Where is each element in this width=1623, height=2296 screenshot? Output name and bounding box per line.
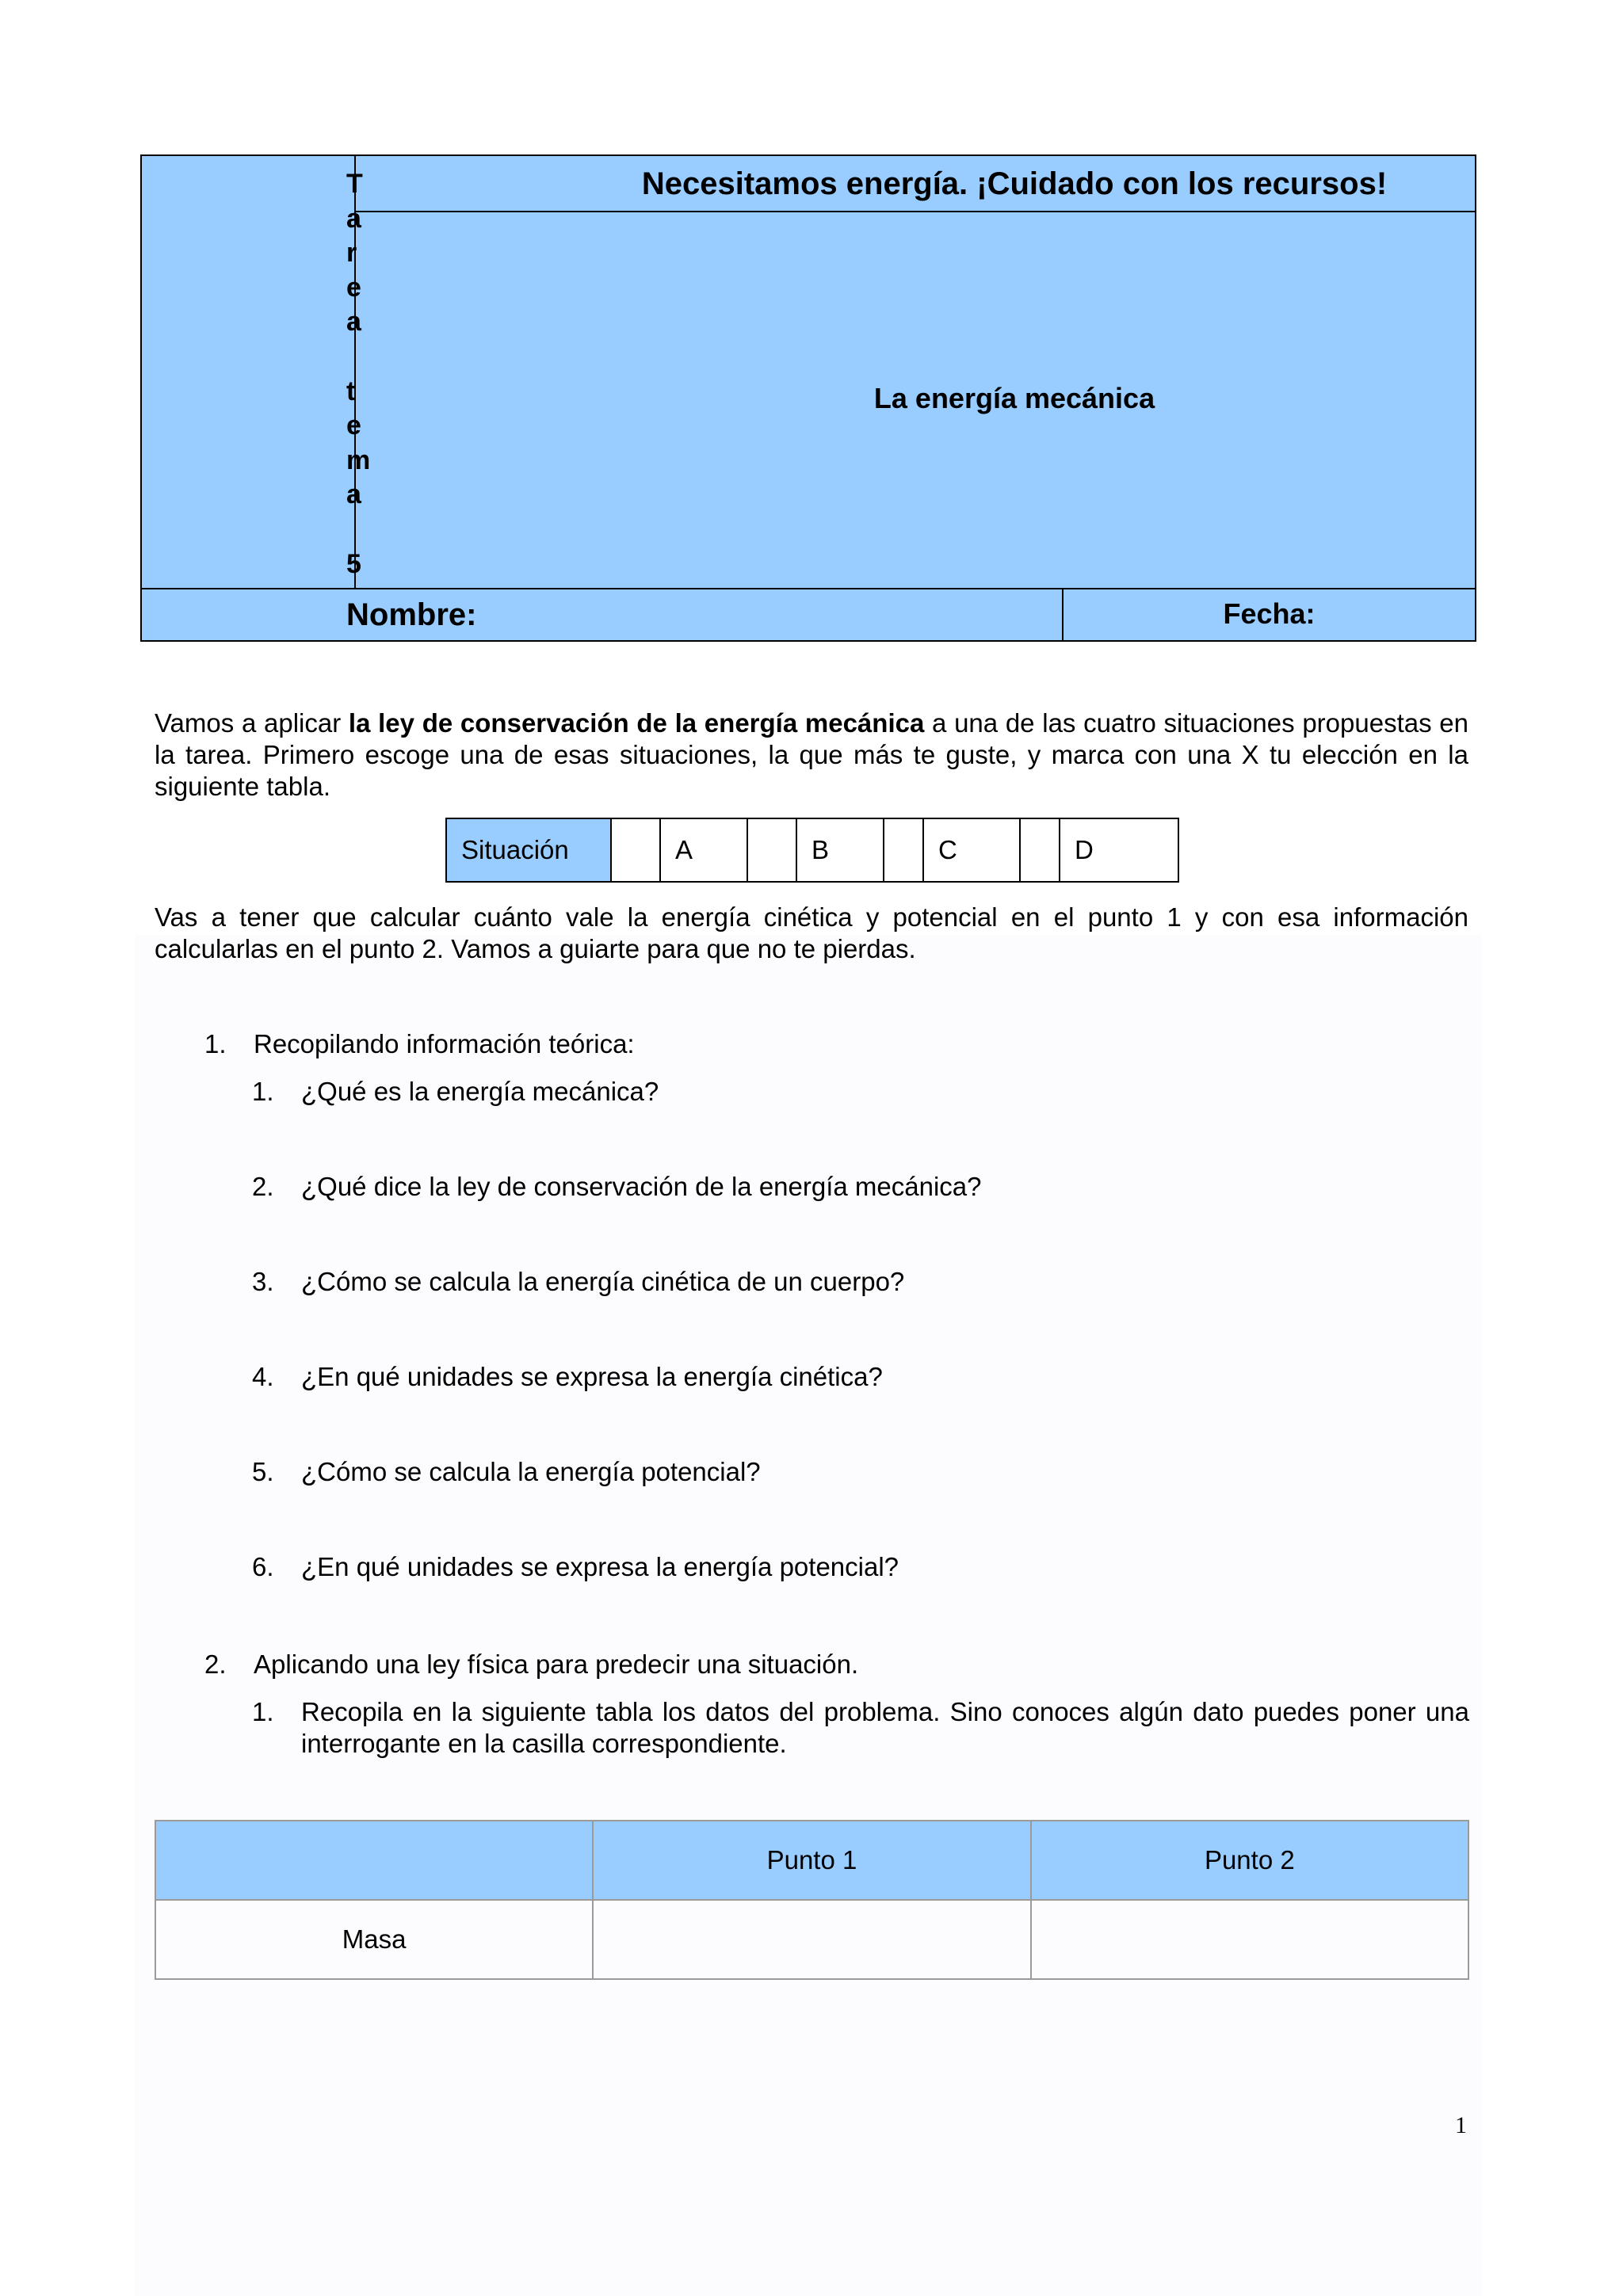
list-number: 5. [252, 1457, 274, 1486]
list-number: 1. [252, 1697, 274, 1726]
vertical-char: e [346, 410, 361, 441]
intro-text: Vamos a aplicar [155, 708, 349, 738]
situation-checkbox-a[interactable] [610, 819, 659, 881]
list-number: 6. [252, 1552, 274, 1581]
list-text: ¿Qué es la energía mecánica? [301, 1077, 659, 1106]
divider [142, 588, 1475, 589]
list-number: 3. [252, 1267, 274, 1296]
list-text: Recopilando información teórica: [254, 1029, 635, 1058]
list-number: 2. [252, 1172, 274, 1201]
situation-checkbox-b[interactable] [747, 819, 796, 881]
list-number: 1. [252, 1077, 274, 1106]
vertical-char: a [346, 307, 361, 338]
list-text: ¿Qué dice la ley de conservación de la energía mecánica? [301, 1172, 982, 1201]
vertical-char [346, 340, 378, 375]
table-header-cell: Punto 1 [593, 1821, 1030, 1900]
table-row-label: Masa [155, 1900, 593, 1979]
vertical-char: T [346, 169, 363, 199]
situation-option-a: A [659, 819, 747, 881]
vertical-char: m [346, 444, 371, 475]
vertical-char [346, 513, 378, 547]
list-number: 2. [204, 1650, 227, 1679]
table-header-cell [155, 1821, 593, 1900]
vertical-char: e [346, 272, 361, 303]
list-text: ¿En qué unidades se expresa la energía potencial? [301, 1552, 899, 1581]
divider [356, 211, 1475, 212]
list-text: ¿Cómo se calcula la energía cinética de un cuerpo? [301, 1267, 905, 1296]
list-number: 1. [204, 1029, 227, 1058]
header-box [140, 154, 1476, 642]
list-text: ¿Cómo se calcula la energía potencial? [301, 1457, 761, 1486]
table-input-cell[interactable] [593, 1900, 1030, 1979]
table-input-cell[interactable] [1031, 1900, 1468, 1979]
situation-option-d: D [1059, 819, 1178, 881]
vertical-task-label [346, 167, 378, 582]
page-background [135, 935, 1482, 2296]
intro-paragraph [155, 707, 1468, 803]
vertical-char: t [346, 376, 356, 406]
vertical-char: a [346, 479, 361, 510]
name-field-label: Nombre: [346, 597, 477, 632]
intro-bold-text: la ley de conservación de la energía mecánica [348, 708, 925, 738]
list-number: 4. [252, 1362, 274, 1391]
page-number: 1 [1455, 2112, 1467, 2138]
vertical-char: 5 [346, 548, 361, 579]
instructions-paragraph: Vas a tener que calcular cuánto vale la energía cinética y potencial en el punto 1 y con esa información calcularlas en el punto 2. Vamos a guiarte para que no te pierdas. [155, 902, 1468, 963]
list-text: ¿En qué unidades se expresa la energía cinética? [301, 1362, 883, 1391]
situation-option-c: C [922, 819, 1019, 881]
list-text: Aplicando una ley física para predecir una situación. [254, 1650, 859, 1679]
situation-header-cell: Situación [447, 819, 610, 881]
date-field-label: Fecha: [1223, 597, 1316, 630]
situation-checkbox-d[interactable] [1019, 819, 1059, 881]
vertical-char: a [346, 203, 361, 234]
vertical-char: r [346, 238, 357, 269]
table-header-row [155, 1821, 1468, 1900]
document-subtitle: La energía mecánica [873, 382, 1155, 414]
list-text: Recopila en la siguiente tabla los datos del problema. Sino conoces algún dato puedes poner una interrogante en la casilla correspondiente. [301, 1697, 1469, 1758]
situation-table [445, 818, 1179, 883]
situation-checkbox-c[interactable] [883, 819, 922, 881]
table-row [155, 1900, 1468, 1979]
document-title: Necesitamos energía. ¡Cuidado con los recursos! [641, 166, 1388, 201]
table-header-cell: Punto 2 [1031, 1821, 1468, 1900]
data-table [155, 1820, 1469, 1980]
situation-option-b: B [796, 819, 883, 881]
intro-text: a una de las cuatro situaciones propuestas en la tarea. Primero escoge una de esas situaciones, la que más te guste, y marca con una X tu elección en la siguiente tabla. [155, 708, 1469, 801]
